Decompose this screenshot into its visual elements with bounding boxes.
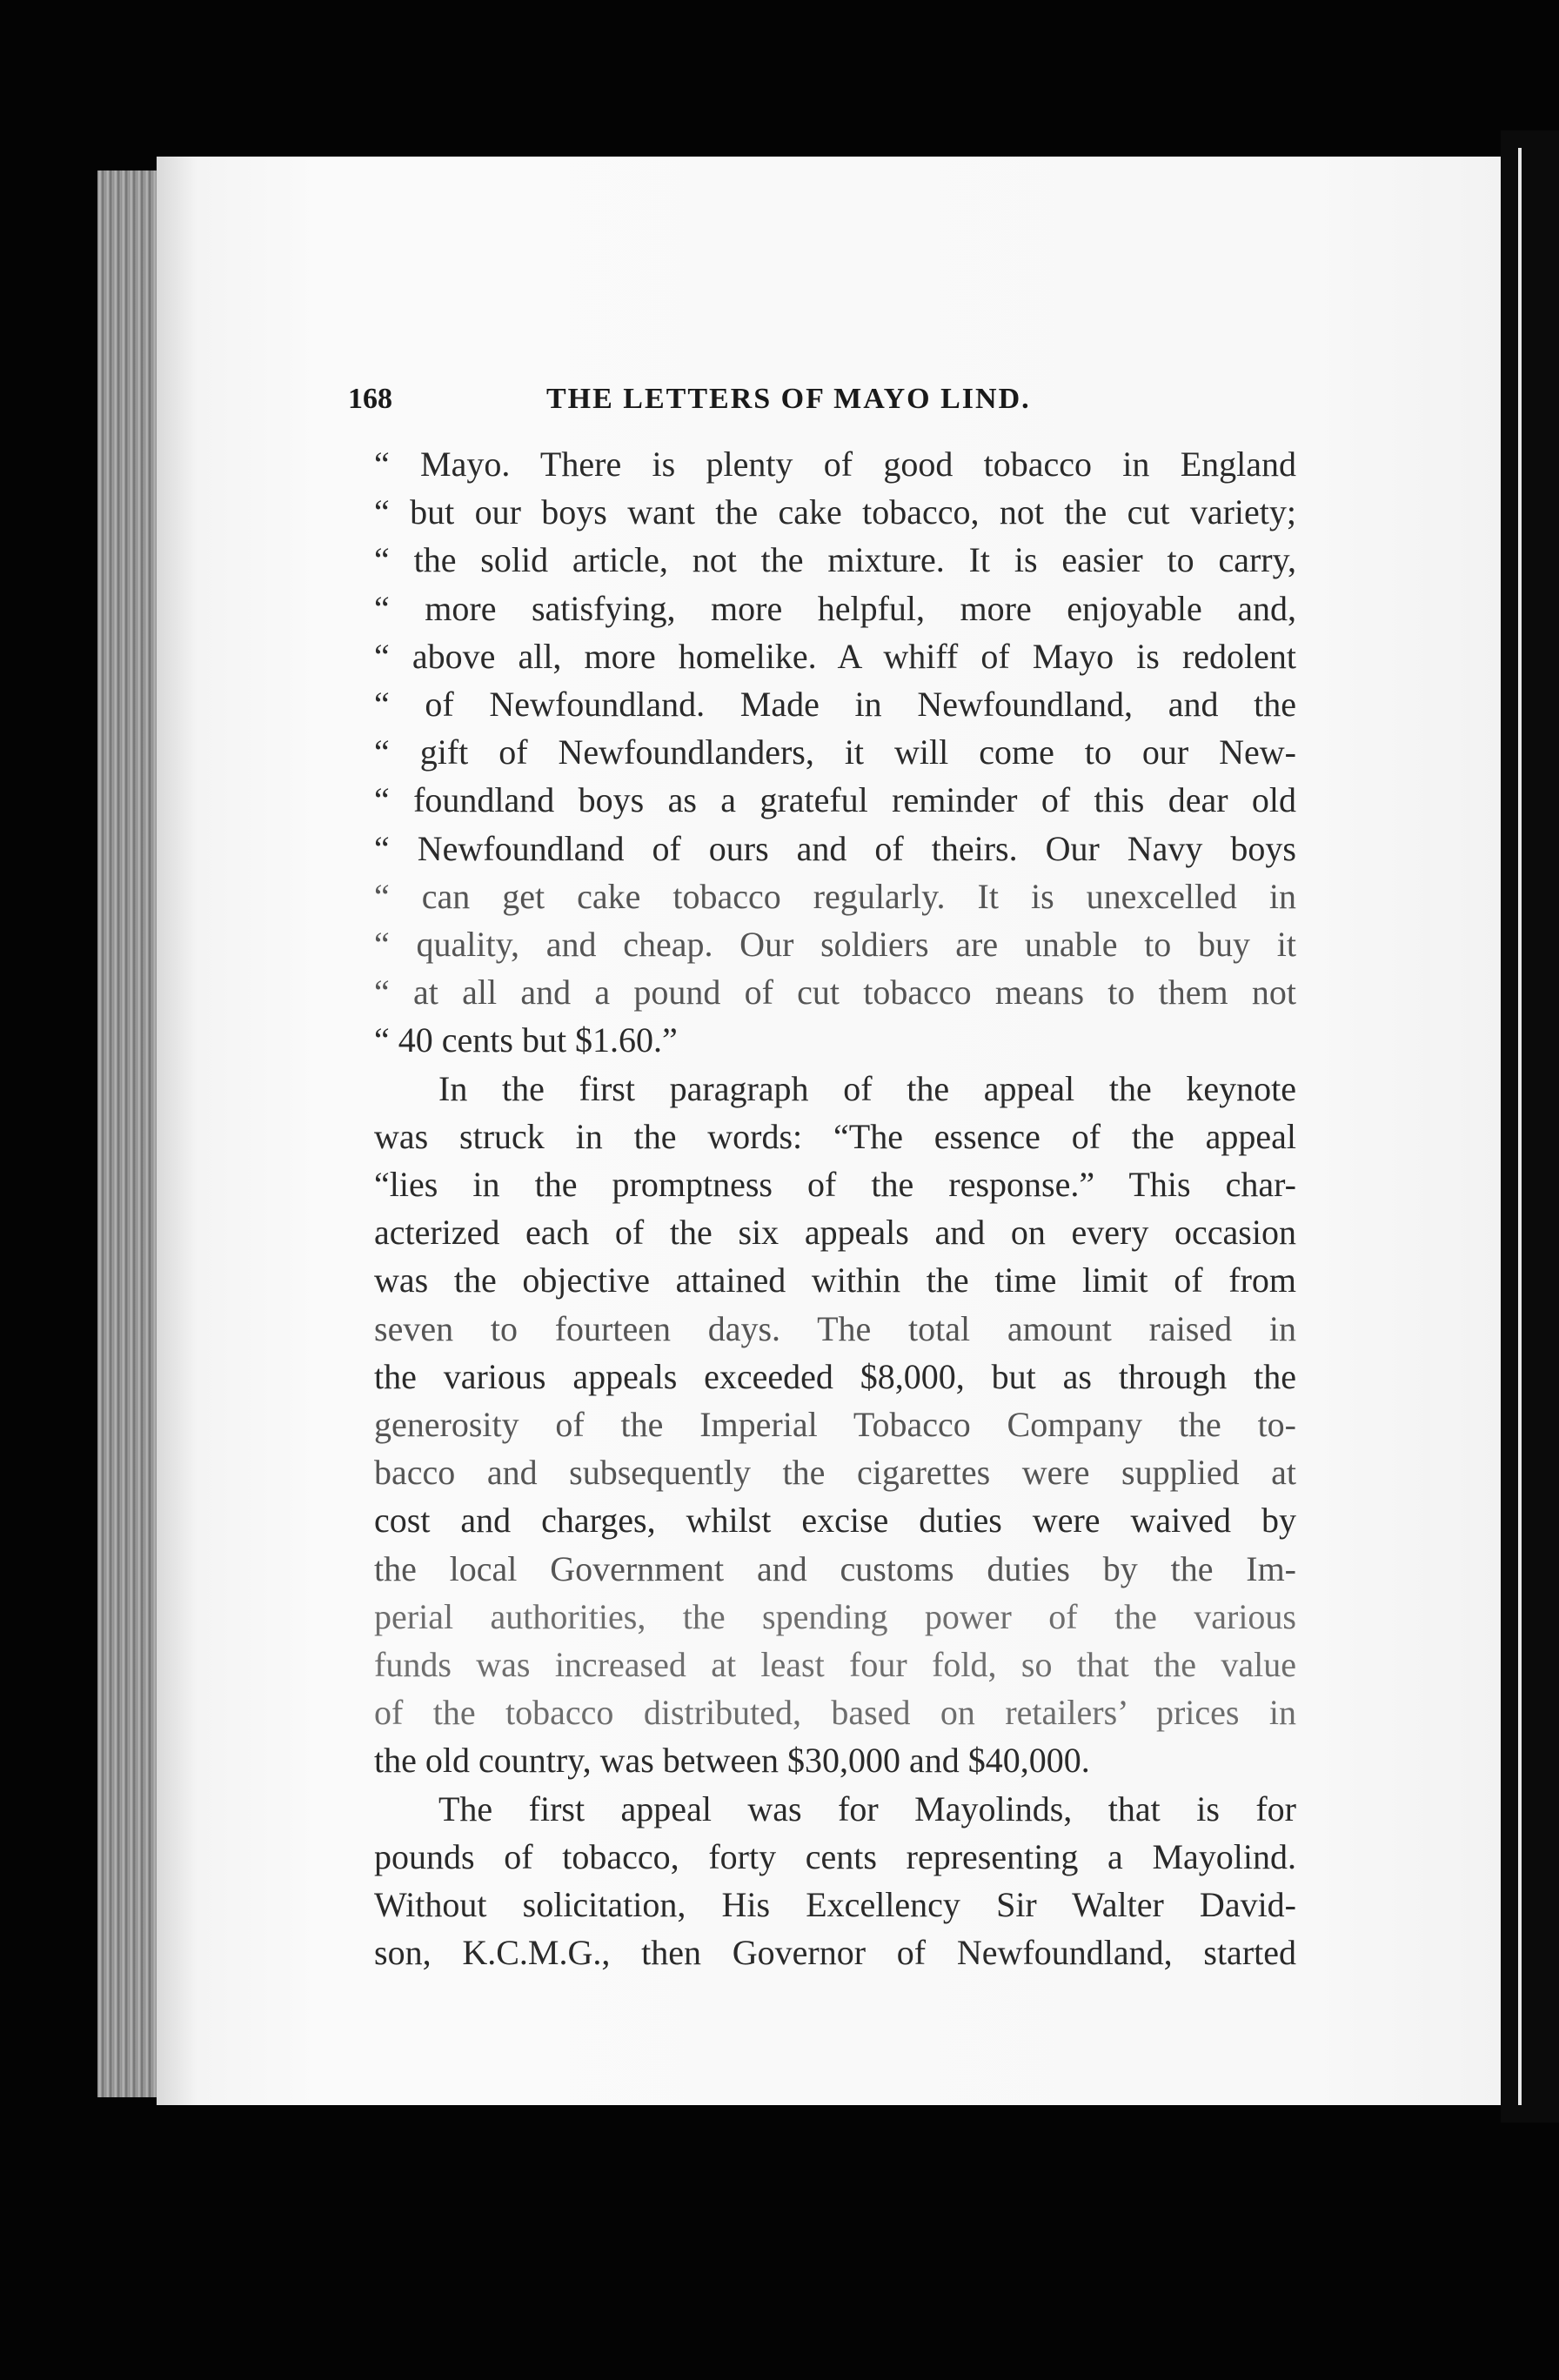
text-line: was struck in the words: “The essence of the appeal bbox=[374, 1116, 1296, 1156]
text-line: bacco and subsequently the cigarettes were supplied at bbox=[374, 1453, 1296, 1493]
book-page-edges bbox=[97, 170, 165, 2097]
text-line: “ Newfoundland of ours and of theirs. Our Navy boys bbox=[374, 828, 1296, 868]
text-line: generosity of the Imperial Tobacco Company the to- bbox=[374, 1405, 1296, 1445]
text-line: “ Mayo. There is plenty of good tobacco in England bbox=[374, 445, 1296, 484]
text-line: “ quality, and cheap. Our soldiers are unable to buy it bbox=[374, 925, 1296, 965]
text-line: acterized each of the six appeals and on every occasion bbox=[374, 1213, 1296, 1253]
text-line: “ more satisfying, more helpful, more enjoyable and, bbox=[374, 588, 1296, 628]
text-line: “ at all and a pound of cut tobacco means to them not bbox=[374, 973, 1296, 1013]
text-line: “ but our boys want the cake tobacco, not the cut variety; bbox=[374, 492, 1296, 532]
facing-page-edge bbox=[1501, 130, 1559, 2123]
text-line: “ the solid article, not the mixture. It is easier to carry, bbox=[374, 540, 1296, 580]
page-header bbox=[348, 383, 1305, 435]
text-line: “ above all, more homelike. A whiff of Mayo is redolent bbox=[374, 636, 1296, 676]
text-line: was the objective attained within the time limit of from bbox=[374, 1260, 1296, 1300]
text-line: In the first paragraph of the appeal the keynote bbox=[438, 1068, 1296, 1108]
text-line: the local Government and customs duties by the Im- bbox=[374, 1548, 1296, 1588]
text-line: the various appeals exceeded $8,000, but as through the bbox=[374, 1356, 1296, 1396]
page-number: 168 bbox=[348, 383, 392, 415]
text-line: pounds of tobacco, forty cents representing a Mayolind. bbox=[374, 1836, 1296, 1876]
text-line: of the tobacco distributed, based on retailers’ prices in bbox=[374, 1693, 1296, 1733]
text-line: son, K.C.M.G., then Governor of Newfoundland, started bbox=[374, 1933, 1296, 1973]
text-line: The first appeal was for Mayolinds, that is for bbox=[438, 1788, 1296, 1828]
text-line: funds was increased at least four fold, so that the value bbox=[374, 1645, 1296, 1685]
body-text bbox=[374, 440, 1296, 1977]
text-line: cost and charges, whilst excise duties were waived by bbox=[374, 1501, 1296, 1541]
running-title: THE LETTERS OF MAYO LIND. bbox=[546, 383, 1031, 415]
text-line: the old country, was between $30,000 and $40,000. bbox=[374, 1741, 1090, 1781]
binding-line bbox=[1518, 148, 1522, 2105]
text-line: seven to fourteen days. The total amount raised in bbox=[374, 1308, 1296, 1348]
text-line: “ can get cake tobacco regularly. It is unexcelled in bbox=[374, 876, 1296, 916]
text-line: “ of Newfoundland. Made in Newfoundland, and the bbox=[374, 685, 1296, 725]
text-line: “ gift of Newfoundlanders, it will come to our New- bbox=[374, 732, 1296, 772]
text-line: Without solicitation, His Excellency Sir Walter David- bbox=[374, 1885, 1296, 1925]
text-line: perial authorities, the spending power of the various bbox=[374, 1596, 1296, 1636]
text-line: “lies in the promptness of the response.” This char- bbox=[374, 1165, 1296, 1205]
text-line: “ 40 cents but $1.60.” bbox=[374, 1020, 678, 1060]
text-line: “ foundland boys as a grateful reminder of this dear old bbox=[374, 780, 1296, 820]
